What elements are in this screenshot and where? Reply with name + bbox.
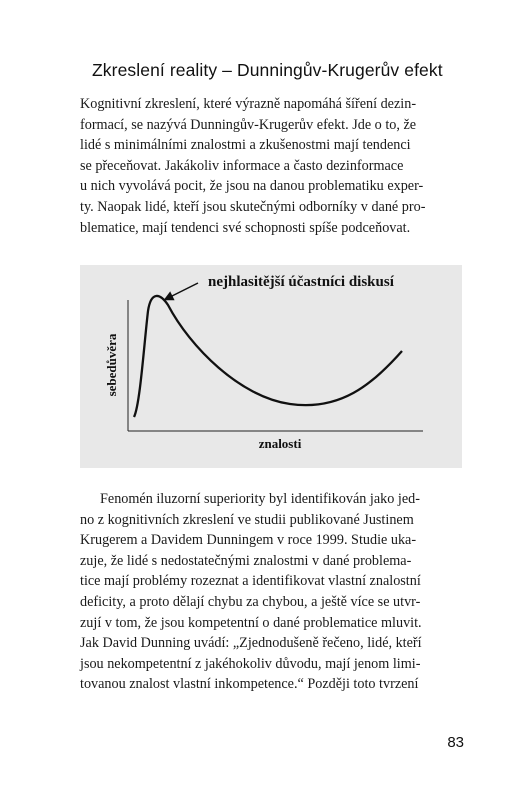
page-number: 83 (447, 734, 464, 751)
text-line: tovanou znalost vlastní inkompetence.“ Později toto tvrzení (80, 676, 419, 693)
text-line: deficity, a proto dělají chybu za chybou, a ještě více se utvr- (80, 593, 421, 610)
text-line: ty. Naopak lidé, kteří jsou skutečnými odborníky v dané pro- (80, 198, 426, 215)
x-axis-label: znalosti (258, 436, 302, 451)
annotation-arrow (168, 283, 198, 298)
text-line: no z kognitivních zkreslení ve studii publikované Justinem (80, 511, 414, 528)
section-heading: Zkreslení reality – Dunningův-Krugerův efekt (92, 60, 443, 80)
paragraph-1 (80, 94, 460, 238)
curve-diagram (80, 265, 462, 468)
text-line: lidé s minimálními znalostmi a zkušenostmi mají tendenci (80, 137, 411, 154)
text-line: formací, se nazývá Dunningův-Krugerův efekt. Jde o to, že (80, 116, 417, 133)
text-line: Kognitivní zkreslení, které výrazně napomáhá šíření dezin- (80, 96, 417, 112)
text-line: zuje, že lidé s nedostatečnými znalostmi v dané problema- (80, 552, 412, 569)
text-line: Krugerem a Davidem Dunningem v roce 1999. Studie uka- (80, 532, 417, 549)
text-line: Jak David Dunning uvádí: „Zjednodušeně řečeno, lidé, kteří (80, 635, 422, 652)
text-line: jsou nekompetentní z jakéhokoliv důvodu, mají jenom limi- (80, 655, 421, 672)
text-line: zují v tom, že jsou kompetentní o dané problematice mluvit. (80, 614, 422, 631)
confidence-curve (134, 296, 402, 417)
text-line: se přeceňovat. Jakákoliv informace a často dezinformace (80, 157, 404, 174)
dunning-kruger-figure (80, 265, 462, 468)
text-line: tice mají problémy rozeznat a identifikovat vlastní znalostní (80, 573, 421, 590)
text-line: blematice, mají tendenci své schopnosti spíše podceňovat. (80, 219, 411, 236)
annotation-text: nejhlasitější účastníci diskusí (208, 274, 394, 290)
paragraph-2 (80, 489, 460, 695)
y-axis-label: sebedůvěra (104, 333, 119, 397)
text-line: u nich vyvolává pocit, že jsou na danou problematiku exper- (80, 178, 424, 195)
text-line: Fenomén iluzorní superiority byl identifikován jako jed- (100, 491, 420, 507)
